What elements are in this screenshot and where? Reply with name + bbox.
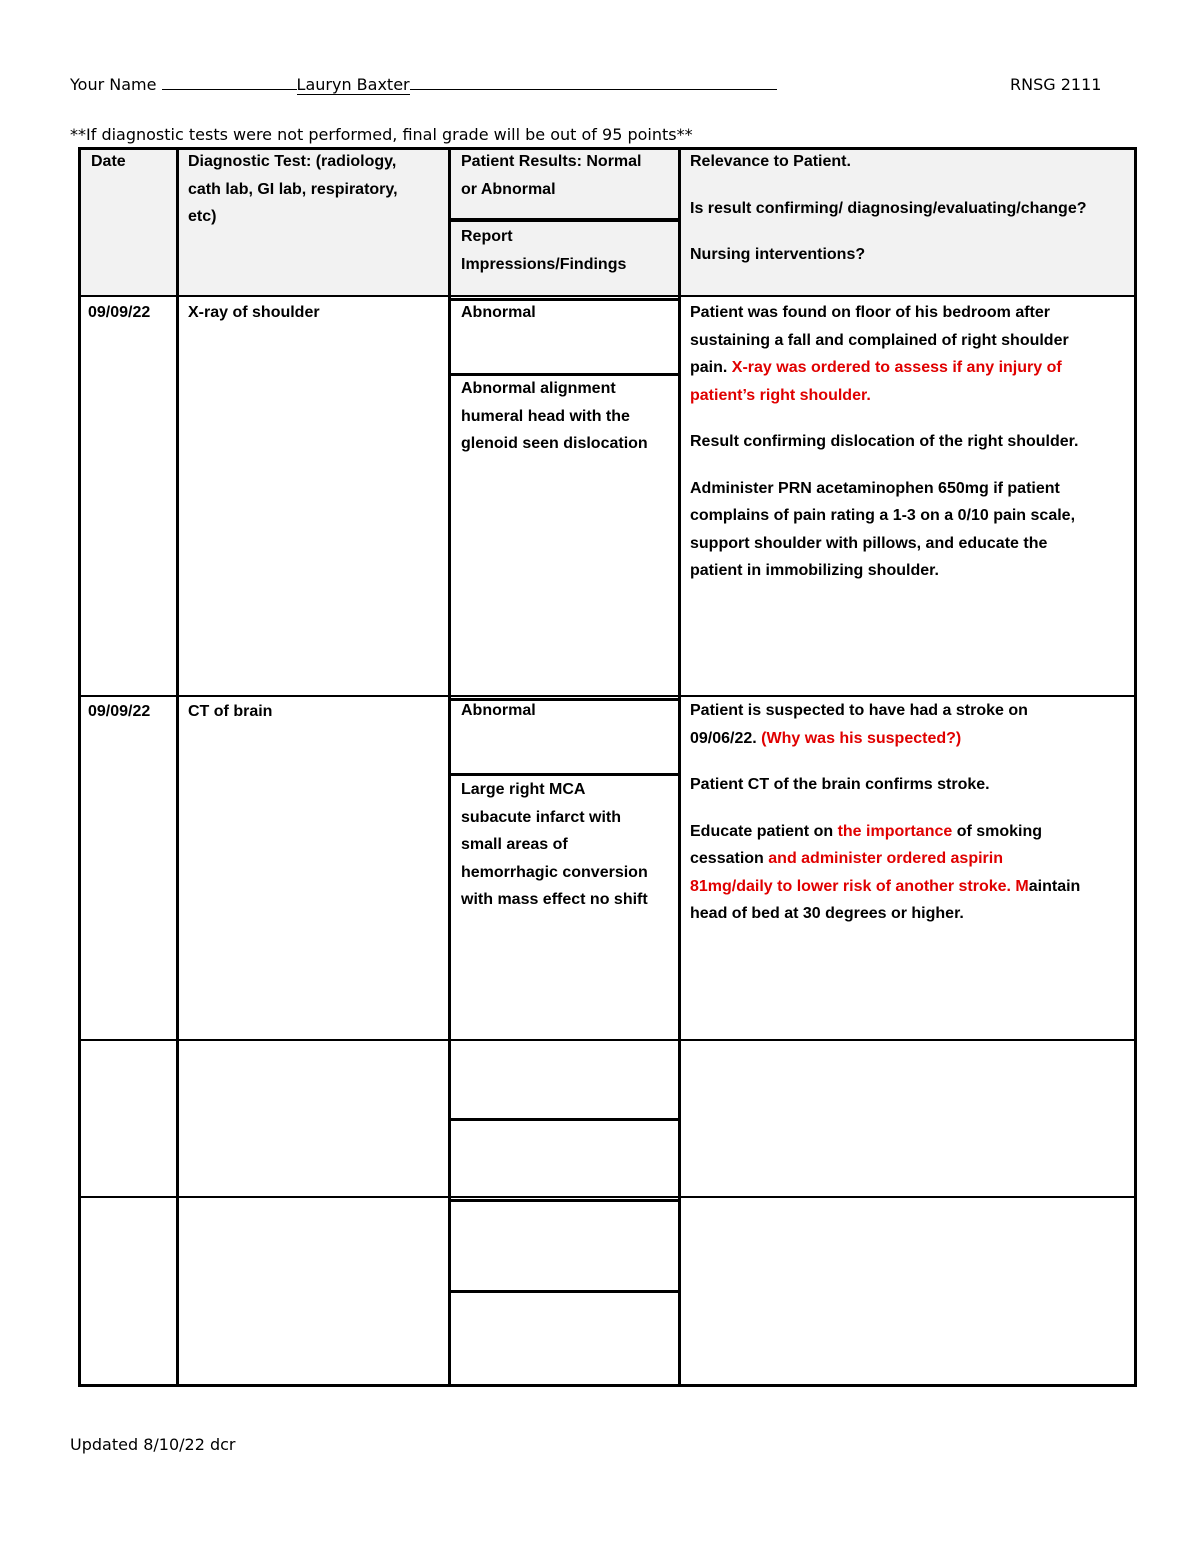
- row-divider-3: [78, 1039, 1137, 1041]
- col-header-results: [461, 148, 641, 203]
- row1-findings-line: glenoid seen dislocation: [461, 435, 648, 452]
- text-line: cessation: [690, 850, 769, 867]
- name-line: [70, 75, 777, 94]
- row2-test[interactable]: CT of brain: [188, 703, 273, 720]
- row3-result-cell[interactable]: [451, 1042, 678, 1118]
- text-line: complains of pain rating a 1-3 on a 0/10 pain scale,: [690, 507, 1076, 524]
- row1-relevance[interactable]: [690, 299, 1078, 604]
- text-line: sustaining a fall and complained of right shoulder: [690, 331, 1069, 349]
- row-divider-4: [78, 1196, 1137, 1198]
- instructor-comment: X-ray was ordered to assess if any injury of: [731, 359, 1062, 376]
- col-header-results-line2: or Abnormal: [461, 180, 556, 198]
- row2-relevance-p3: [690, 818, 1080, 928]
- row2-findings-line: with mass effect no shift: [461, 891, 648, 908]
- row4-test-cell[interactable]: [179, 1199, 448, 1384]
- row1-findings-line: Abnormal alignment: [461, 380, 616, 397]
- name-underline-2: [410, 75, 777, 90]
- instructor-comment: and administer ordered aspirin: [768, 850, 1003, 867]
- text-line: of smoking: [952, 822, 1043, 840]
- row2-result[interactable]: Abnormal: [461, 702, 536, 719]
- instructor-comment: 81mg/daily to lower risk of another stroke. M: [690, 877, 1029, 895]
- text-line: aintain: [1028, 877, 1081, 895]
- row2-findings-line: hemorrhagic conversion: [461, 863, 648, 881]
- row1-relevance-p1: [690, 299, 1078, 409]
- relevance-question-2: Nursing interventions?: [690, 246, 866, 263]
- row2-findings-line: small areas of: [461, 836, 568, 853]
- name-underline-1: [162, 75, 297, 90]
- col-header-test: [188, 148, 398, 231]
- row2-relevance[interactable]: [690, 697, 1080, 947]
- name-label: Your Name: [70, 75, 157, 94]
- col-header-relevance: [690, 148, 1087, 288]
- row4-date-cell[interactable]: [81, 1199, 176, 1384]
- text-line: patient in immobilizing shoulder.: [690, 562, 939, 579]
- col-header-test-line3: etc): [188, 208, 217, 225]
- row2-relevance-p2: Patient CT of the brain confirms stroke.: [690, 776, 990, 793]
- row2-relevance-p1: [690, 697, 1080, 752]
- footer-updated: Updated 8/10/22 dcr: [70, 1435, 236, 1454]
- relevance-title: Relevance to Patient.: [690, 153, 851, 170]
- row3-date-cell[interactable]: [81, 1042, 176, 1196]
- header-subsplit: [450, 218, 679, 222]
- row1-test[interactable]: X-ray of shoulder: [188, 304, 320, 321]
- text-line: Administer PRN acetaminophen 650mg if patient: [690, 479, 1060, 497]
- row1-findings[interactable]: [461, 375, 648, 458]
- row2-date[interactable]: 09/09/22: [88, 703, 151, 720]
- grading-note: **If diagnostic tests were not performed, final grade will be out of 95 points**: [70, 125, 693, 144]
- row3-relevance-cell[interactable]: [681, 1042, 1134, 1196]
- col-header-test-line1: Diagnostic Test: (radiology,: [188, 153, 397, 170]
- col-header-report: [461, 223, 626, 278]
- col-header-report-line1: Report: [461, 228, 513, 245]
- row2-findings-line: subacute infarct with: [461, 808, 622, 826]
- row-divider-1: [78, 295, 1137, 297]
- text-line: Educate patient on: [690, 822, 838, 840]
- row4-relevance-cell[interactable]: [681, 1199, 1134, 1384]
- row4-result-cell[interactable]: [451, 1202, 678, 1290]
- course-code: RNSG 2111: [1010, 75, 1102, 94]
- col-header-test-line2: cath lab, GI lab, respiratory,: [188, 180, 398, 198]
- text-line: support shoulder with pillows, and educate the: [690, 534, 1048, 552]
- col-header-date: Date: [91, 153, 126, 170]
- instructor-comment: (Why was his suspected?): [761, 729, 962, 747]
- row1-findings-line: humeral head with the: [461, 407, 630, 425]
- text-line: head of bed at 30 degrees or higher.: [690, 905, 964, 922]
- instructor-comment: patient’s right shoulder.: [690, 386, 871, 404]
- student-name[interactable]: Lauryn Baxter: [296, 75, 410, 94]
- row1-relevance-p2: Result confirming dislocation of the right shoulder.: [690, 433, 1079, 450]
- row2-findings[interactable]: [461, 776, 648, 914]
- col-header-report-line2: Impressions/Findings: [461, 255, 627, 273]
- row3-test-cell[interactable]: [179, 1042, 448, 1196]
- text-line: Patient was found on floor of his bedroom after: [690, 304, 1051, 321]
- row4-findings-cell[interactable]: [451, 1293, 678, 1384]
- row1-date[interactable]: 09/09/22: [88, 304, 151, 321]
- relevance-question-1: Is result confirming/ diagnosing/evaluating/change?: [690, 199, 1087, 217]
- instructor-comment: the importance: [837, 822, 953, 840]
- text-line: Patient is suspected to have had a stroke on: [690, 702, 1028, 719]
- row1-relevance-p3: [690, 475, 1078, 585]
- text-line: 09/06/22.: [690, 729, 762, 747]
- col-header-results-line1: Patient Results: Normal: [461, 153, 642, 170]
- text-line: pain.: [690, 359, 732, 376]
- row3-findings-cell[interactable]: [451, 1121, 678, 1196]
- row1-result[interactable]: Abnormal: [461, 304, 536, 321]
- row2-findings-line: Large right MCA: [461, 781, 586, 798]
